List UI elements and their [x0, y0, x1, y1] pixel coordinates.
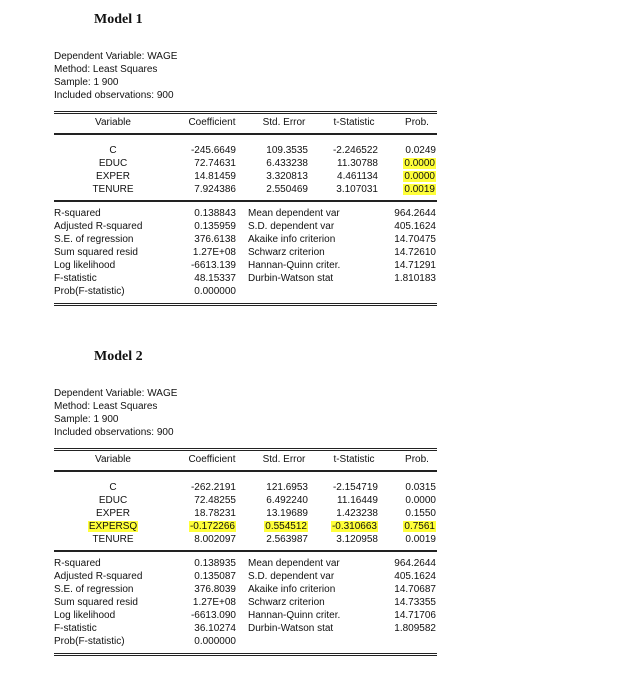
cell-se-text: 109.3535	[266, 145, 308, 156]
rows-rule	[54, 550, 437, 552]
column-header: t-Statistic	[333, 454, 375, 465]
cell-coef-text: 72.48255	[194, 495, 236, 506]
stat-label: Mean dependent var	[248, 208, 340, 219]
stat-label: Adjusted R-squared	[54, 571, 143, 582]
cell-p	[356, 170, 436, 183]
cell-se	[228, 520, 308, 533]
stat-value: 1.27E+08	[192, 597, 236, 608]
stat-label: Log likelihood	[54, 260, 116, 271]
table-top-rule	[54, 448, 437, 449]
cell-coef-text: -245.6649	[190, 145, 236, 156]
cell-t-text: 4.461134	[337, 171, 378, 182]
stat-value: -6613.090	[190, 610, 236, 621]
cell-coef-text: -0.172266	[189, 521, 235, 532]
stat-value: 36.10274	[194, 623, 236, 634]
table-top-rule	[54, 450, 437, 451]
cell-var-text: EXPERSQ	[88, 521, 138, 532]
meta-line: Included observations: 900	[54, 427, 174, 438]
cell-se-text: 13.19689	[266, 508, 308, 519]
meta-line: Included observations: 900	[54, 90, 174, 101]
column-header: Coefficient	[188, 454, 236, 465]
cell-p	[356, 533, 436, 546]
meta-line: Sample: 1 900	[54, 414, 119, 425]
cell-p	[356, 507, 436, 520]
cell-se	[228, 144, 308, 157]
stat-value: 376.6138	[194, 234, 236, 245]
stat-value: 0.135959	[194, 221, 236, 232]
stat-label: Akaike info criterion	[248, 584, 336, 595]
meta-line: Method: Least Squares	[54, 401, 158, 412]
cell-p-text: 0.0000	[404, 171, 435, 182]
column-header: Prob.	[405, 454, 429, 465]
stat-label: Hannan-Quinn criter.	[248, 610, 341, 621]
stat-label: Sum squared resid	[54, 247, 138, 258]
stat-value: 14.71291	[394, 260, 436, 271]
stat-label: Durbin-Watson stat	[248, 623, 334, 634]
cell-se	[228, 183, 308, 196]
stat-label: Schwarz criterion	[248, 597, 325, 608]
stat-value: 964.2644	[394, 558, 436, 569]
stat-value: 1.27E+08	[192, 247, 236, 258]
stat-value: 0.138935	[194, 558, 236, 569]
cell-t-text: 1.423238	[336, 508, 378, 519]
stat-value: -6613.139	[190, 260, 236, 271]
cell-p-text: 0.0019	[405, 534, 436, 545]
cell-coef	[156, 144, 236, 157]
column-header: Prob.	[405, 117, 429, 128]
cell-coef	[156, 533, 236, 546]
stat-label: Adjusted R-squared	[54, 221, 143, 232]
cell-var-text: EDUC	[98, 158, 128, 169]
stat-value: 14.73355	[394, 597, 436, 608]
meta-line: Sample: 1 900	[54, 77, 119, 88]
cell-se	[228, 533, 308, 546]
stat-label: R-squared	[54, 208, 101, 219]
cell-coef-text: 7.924386	[194, 184, 236, 195]
stat-value: 1.810183	[394, 273, 436, 284]
cell-p-text: 0.0249	[405, 145, 436, 156]
stat-label: Akaike info criterion	[248, 234, 336, 245]
model-meta	[54, 50, 177, 102]
cell-var-text: TENURE	[92, 534, 134, 545]
cell-se-text: 3.320813	[266, 171, 308, 182]
header-rule	[54, 470, 437, 472]
cell-var-text: TENURE	[92, 184, 134, 195]
cell-se-text: 0.554512	[265, 521, 307, 532]
model-meta	[54, 387, 177, 439]
cell-t-text: -2.246522	[332, 145, 378, 156]
table-bottom-rule	[54, 653, 437, 654]
stat-label: S.E. of regression	[54, 584, 134, 595]
meta-line: Dependent Variable: WAGE	[54, 51, 178, 62]
cell-p	[356, 494, 436, 507]
stat-label: Schwarz criterion	[248, 247, 325, 258]
stat-value: 0.138843	[194, 208, 236, 219]
cell-t-text: -2.154719	[332, 482, 378, 493]
cell-p	[356, 481, 436, 494]
cell-coef	[156, 481, 236, 494]
meta-line: Dependent Variable: WAGE	[54, 388, 178, 399]
stat-value: 48.15337	[194, 273, 236, 284]
table-top-rule	[54, 113, 437, 114]
cell-t-text: -0.310663	[331, 521, 377, 532]
cell-var-text: EXPER	[96, 508, 130, 519]
column-header: Variable	[95, 454, 131, 465]
cell-coef-text: 18.78231	[194, 508, 236, 519]
stat-value: 1.809582	[394, 623, 436, 634]
meta-line: Method: Least Squares	[54, 64, 158, 75]
table-bottom-rule	[54, 305, 437, 306]
stat-value: 0.000000	[194, 636, 236, 647]
cell-se-text: 6.492240	[266, 495, 308, 506]
cell-p	[356, 183, 436, 196]
cell-coef-text: 72.74631	[194, 158, 236, 169]
stat-label: Sum squared resid	[54, 597, 138, 608]
cell-p-text: 0.0315	[405, 482, 436, 493]
stat-value: 964.2644	[394, 208, 436, 219]
cell-t-text: 11.16449	[337, 495, 378, 506]
stat-label: Prob(F-statistic)	[54, 286, 125, 297]
column-header: Std. Error	[262, 454, 306, 465]
cell-coef	[156, 183, 236, 196]
cell-se-text: 2.550469	[266, 184, 308, 195]
cell-p-text: 0.0000	[404, 158, 435, 169]
cell-var-text: EDUC	[98, 495, 128, 506]
table-bottom-rule	[54, 303, 437, 304]
cell-var-text: EXPER	[96, 171, 130, 182]
stat-label: F-statistic	[54, 273, 97, 284]
stat-value: 14.71706	[394, 610, 436, 621]
cell-p-text: 0.0019	[404, 184, 435, 195]
cell-t-text: 3.120958	[336, 534, 378, 545]
cell-p-text: 0.1550	[405, 508, 436, 519]
stat-value: 14.70687	[394, 584, 436, 595]
stat-label: F-statistic	[54, 623, 97, 634]
cell-coef	[156, 494, 236, 507]
model-title: Model 2	[94, 349, 143, 364]
stat-label: Log likelihood	[54, 610, 116, 621]
table-bottom-rule	[54, 655, 437, 656]
stat-value: 405.1624	[394, 221, 436, 232]
cell-var-text: C	[109, 145, 117, 156]
cell-se-text: 2.563987	[266, 534, 308, 545]
cell-t-text: 3.107031	[336, 184, 378, 195]
cell-p-text: 0.0000	[405, 495, 436, 506]
cell-se	[228, 481, 308, 494]
stat-label: S.E. of regression	[54, 234, 134, 245]
stat-label: Durbin-Watson stat	[248, 273, 334, 284]
stat-value: 14.72610	[394, 247, 436, 258]
stat-value: 0.000000	[194, 286, 236, 297]
column-header: t-Statistic	[333, 117, 375, 128]
cell-coef-text: -262.2191	[190, 482, 236, 493]
cell-coef	[156, 520, 236, 533]
cell-coef	[156, 157, 236, 170]
rows-rule	[54, 200, 437, 202]
stat-value: 376.8039	[194, 584, 236, 595]
stat-value: 14.70475	[394, 234, 436, 245]
column-header: Variable	[95, 117, 131, 128]
stat-label: R-squared	[54, 558, 101, 569]
cell-p	[356, 157, 436, 170]
table-top-rule	[54, 111, 437, 112]
cell-coef	[156, 170, 236, 183]
stat-label: S.D. dependent var	[248, 221, 335, 232]
cell-coef-text: 14.81459	[194, 171, 236, 182]
stat-label: Prob(F-statistic)	[54, 636, 125, 647]
stat-label: Hannan-Quinn criter.	[248, 260, 341, 271]
cell-var-text: C	[109, 482, 117, 493]
stat-value: 0.135087	[194, 571, 236, 582]
cell-se	[228, 507, 308, 520]
model-title: Model 1	[94, 12, 143, 27]
cell-p	[356, 520, 436, 533]
column-header: Coefficient	[188, 117, 236, 128]
cell-t-text: 11.30788	[337, 158, 378, 169]
stat-label: S.D. dependent var	[248, 571, 335, 582]
column-header: Std. Error	[262, 117, 306, 128]
cell-coef-text: 8.002097	[194, 534, 236, 545]
cell-se	[228, 170, 308, 183]
stat-value: 405.1624	[394, 571, 436, 582]
cell-p-text: 0.7561	[404, 521, 435, 532]
header-rule	[54, 133, 437, 135]
cell-se-text: 121.6953	[266, 482, 308, 493]
cell-p	[356, 144, 436, 157]
cell-coef	[156, 507, 236, 520]
stat-label: Mean dependent var	[248, 558, 340, 569]
cell-se	[228, 157, 308, 170]
cell-se-text: 6.433238	[266, 158, 308, 169]
cell-se	[228, 494, 308, 507]
